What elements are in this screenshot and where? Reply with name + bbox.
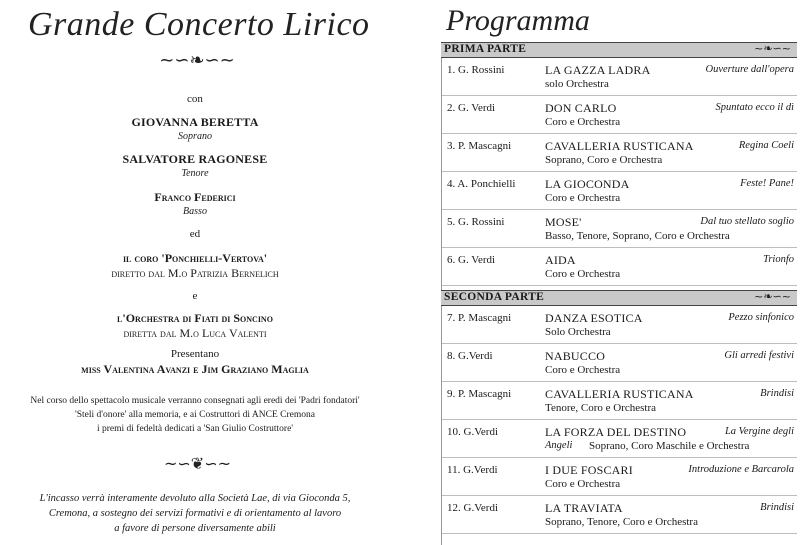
choir-director: diretto dal M.o Patrizia Bernelich <box>111 266 279 280</box>
closing-line: Cremona, a sostegno dei servizi formativi e di orientamento al lavoro <box>48 508 342 519</box>
choir-name: il coro 'Ponchielli-Vertova' <box>122 251 268 265</box>
section-header-prima <box>441 42 797 58</box>
notes-line: 'Steli d'onore' alla memoria, e ai Costruttori di ANCE Cremona <box>75 410 315 420</box>
programme-entry <box>441 497 797 534</box>
programme-entry <box>441 249 797 286</box>
performer-role: Tenore <box>181 168 209 179</box>
con-label: con <box>187 93 203 105</box>
programme-entry <box>441 383 797 420</box>
composer-number: 1. G. Rossini <box>447 64 505 76</box>
piece-title: Brindisi <box>760 388 794 399</box>
performers: Basso, Tenore, Soprano, Coro e Orchestra <box>545 230 730 242</box>
composer-number: 11. G.Verdi <box>447 464 498 476</box>
opera-title: AIDA <box>545 253 576 267</box>
performer-role: Basso <box>183 206 207 217</box>
performers: Soprano, Coro e Orchestra <box>545 154 663 166</box>
performer-role: Soprano <box>178 131 212 142</box>
closing-line: a favore di persone diversamente abili <box>114 523 276 534</box>
ornament-divider-icon: ~∽❦∽~ <box>163 454 232 473</box>
programma-title: Programma <box>446 4 590 37</box>
ornament-icon: ~❧∽~ <box>754 42 791 55</box>
programme-entry <box>441 421 797 458</box>
composer-number: 6. G. Verdi <box>447 254 496 266</box>
performer-name: SALVATORE RAGONESE <box>122 152 268 166</box>
programme-entry <box>441 173 797 210</box>
section-label: PRIMA PARTE <box>444 43 527 55</box>
left-rule <box>441 306 442 545</box>
performers: Coro e Orchestra <box>545 364 621 376</box>
section-label: SECONDA PARTE <box>444 291 545 303</box>
piece-title: La Vergine degli <box>724 426 794 437</box>
performers: solo Orchestra <box>545 78 609 90</box>
opera-title: LA GAZZA LADRA <box>545 63 651 77</box>
opera-title: LA FORZA DEL DESTINO <box>545 425 687 439</box>
piece-title: Pezzo sinfonico <box>728 312 794 323</box>
opera-title: CAVALLERIA RUSTICANA <box>545 139 694 153</box>
performer-name: GIOVANNA BERETTA <box>131 115 259 129</box>
ornament-icon: ~❧∽~ <box>754 290 791 303</box>
notes-line: i premi di fedeltà dedicati a 'San Giulio Costruttore' <box>96 424 293 434</box>
left-rule <box>441 58 442 290</box>
composer-number: 10. G.Verdi <box>447 426 499 438</box>
piece-title: Trionfo <box>763 254 794 265</box>
piece-title: Spuntato ecco il dì <box>715 102 794 113</box>
programme-entry <box>441 135 797 172</box>
orchestra-name: l'Orchestra di Fiati di Soncino <box>117 311 273 325</box>
opera-title: I DUE FOSCARI <box>545 463 633 477</box>
piece-title: Regina Coeli <box>738 140 794 151</box>
opera-title: NABUCCO <box>545 349 606 363</box>
opera-title: DON CARLO <box>545 101 617 115</box>
piece-title: Ouverture dall'opera <box>705 64 794 75</box>
piece-title-continued: Angeli <box>545 440 573 451</box>
performers: Coro e Orchestra <box>545 478 621 490</box>
programme-entry <box>441 345 797 382</box>
piece-title: Dal tuo stellato soglio <box>700 216 794 227</box>
performers: Solo Orchestra <box>545 326 611 338</box>
performers: Coro e Orchestra <box>545 192 621 204</box>
composer-number: 7. P. Mascagni <box>447 312 512 324</box>
presentano-label: Presentano <box>170 348 220 360</box>
composer-number: 9. P. Mascagni <box>447 388 512 400</box>
performers: Soprano, Coro Maschile e Orchestra <box>589 440 750 452</box>
piece-title: Feste! Pane! <box>740 178 794 189</box>
notes-line: Nel corso dello spettacolo musicale verranno consegnati agli eredi dei 'Padri fondatori' <box>30 396 360 406</box>
closing-line: L'incasso verrà interamente devoluto alla Società Lae, di via Gioconda 5, <box>39 493 351 504</box>
composer-number: 8. G.Verdi <box>447 350 493 362</box>
composer-number: 2. G. Verdi <box>447 102 496 114</box>
opera-title: LA TRAVIATA <box>545 501 623 515</box>
performer-name: Franco Federici <box>154 190 236 204</box>
composer-number: 12. G.Verdi <box>447 502 499 514</box>
section-header-seconda <box>441 290 797 306</box>
programme-entry <box>441 459 797 496</box>
opera-title: LA GIOCONDA <box>545 177 630 191</box>
performers: Coro e Orchestra <box>545 268 621 280</box>
composer-number: 4. A. Ponchielli <box>447 178 516 190</box>
opera-title: DANZA ESOTICA <box>545 311 643 325</box>
orchestra-director: diretta dal M.o Luca Valenti <box>123 326 267 340</box>
piece-title: Brindisi <box>760 502 794 513</box>
presenters: miss Valentina Avanzi e Jim Graziano Maglia <box>81 362 309 376</box>
concert-title: Grande Concerto Lirico <box>28 6 370 43</box>
programme-entry <box>441 97 797 134</box>
composer-number: 3. P. Mascagni <box>447 140 512 152</box>
ornament-flourish-icon: ~∽❧∽~ <box>159 50 235 71</box>
opera-title: MOSE' <box>545 215 582 229</box>
composer-number: 5. G. Rossini <box>447 216 505 228</box>
performers: Coro e Orchestra <box>545 116 621 128</box>
piece-title: Gli arredi festivi <box>724 350 794 361</box>
ed-label: ed <box>189 228 201 240</box>
programme-entry <box>441 307 797 344</box>
performers: Soprano, Tenore, Coro e Orchestra <box>545 516 698 528</box>
piece-title: Introduzione e Barcarola <box>688 464 794 475</box>
programme-entry <box>441 211 797 248</box>
programme-entry <box>441 59 797 96</box>
e-label: e <box>192 290 198 302</box>
opera-title: CAVALLERIA RUSTICANA <box>545 387 694 401</box>
performers: Tenore, Coro e Orchestra <box>545 402 657 414</box>
